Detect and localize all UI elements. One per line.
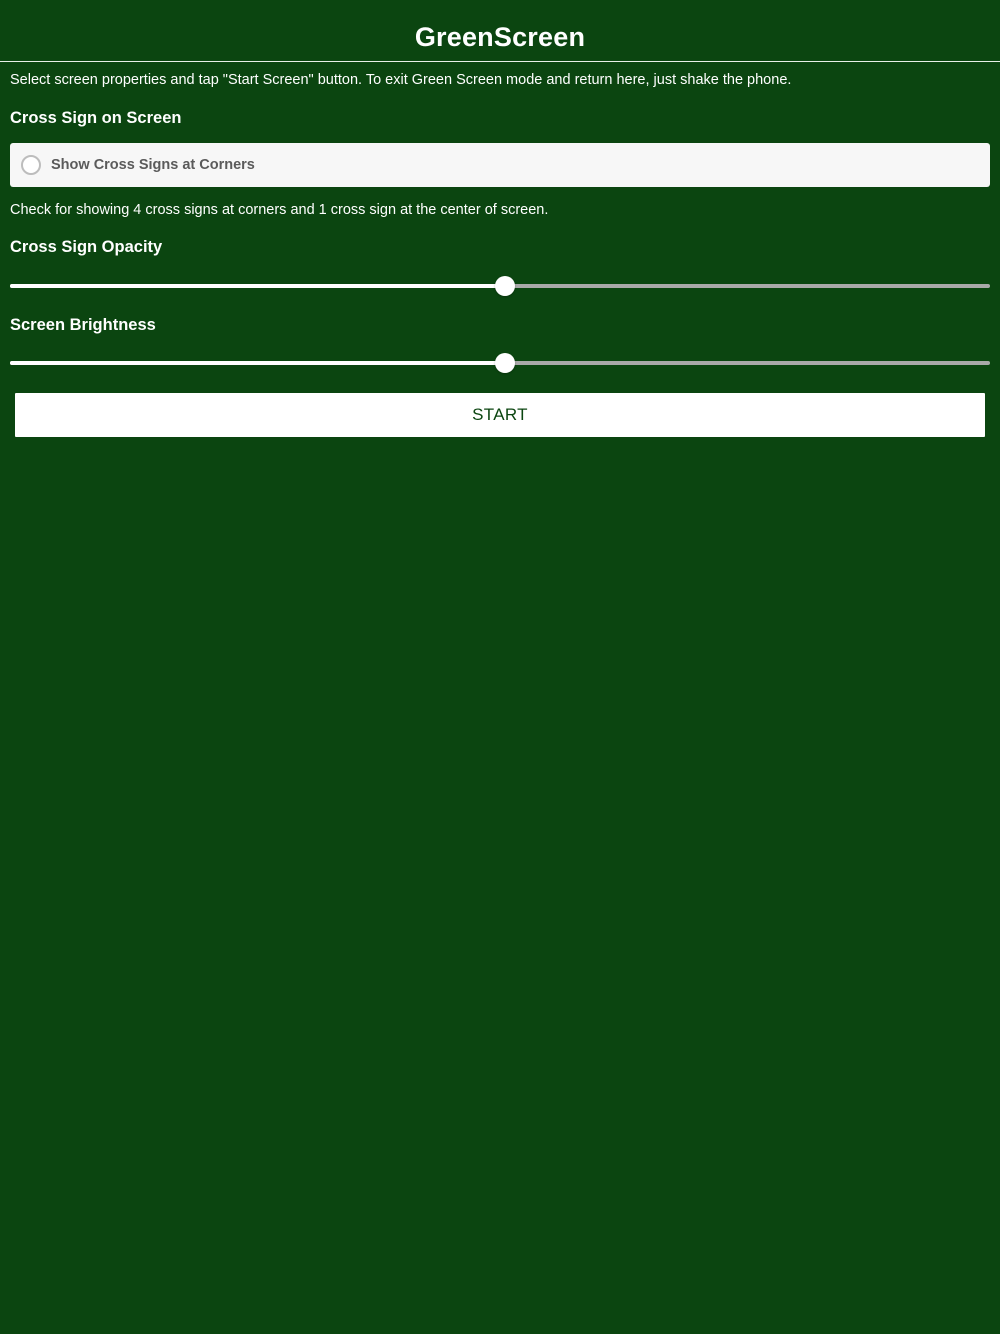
opacity-slider-thumb[interactable] [495,276,515,296]
show-cross-signs-label[interactable]: Show Cross Signs at Corners [51,157,255,173]
opacity-heading: Cross Sign Opacity [10,238,163,256]
show-cross-signs-checkbox[interactable] [10,143,990,187]
app-title: GreenScreen [414,22,586,52]
cross-sign-heading: Cross Sign on Screen [10,109,182,127]
brightness-slider-thumb[interactable] [495,353,515,373]
brightness-slider-fill [10,361,505,365]
opacity-slider[interactable] [10,274,990,298]
cross-sign-helper-text: Check for showing 4 cross signs at corners and 1 cross sign at the center of screen. [10,202,549,218]
instructions-text: Select screen properties and tap "Start Screen" button. To exit Green Screen mode and return here, just shake the phone. [10,72,792,88]
navigation-bar [0,0,1000,62]
unchecked-circle-icon[interactable] [21,155,41,175]
start-button[interactable]: START [15,393,985,437]
brightness-slider[interactable] [10,351,990,375]
opacity-slider-fill [10,284,505,288]
brightness-heading: Screen Brightness [10,316,156,334]
